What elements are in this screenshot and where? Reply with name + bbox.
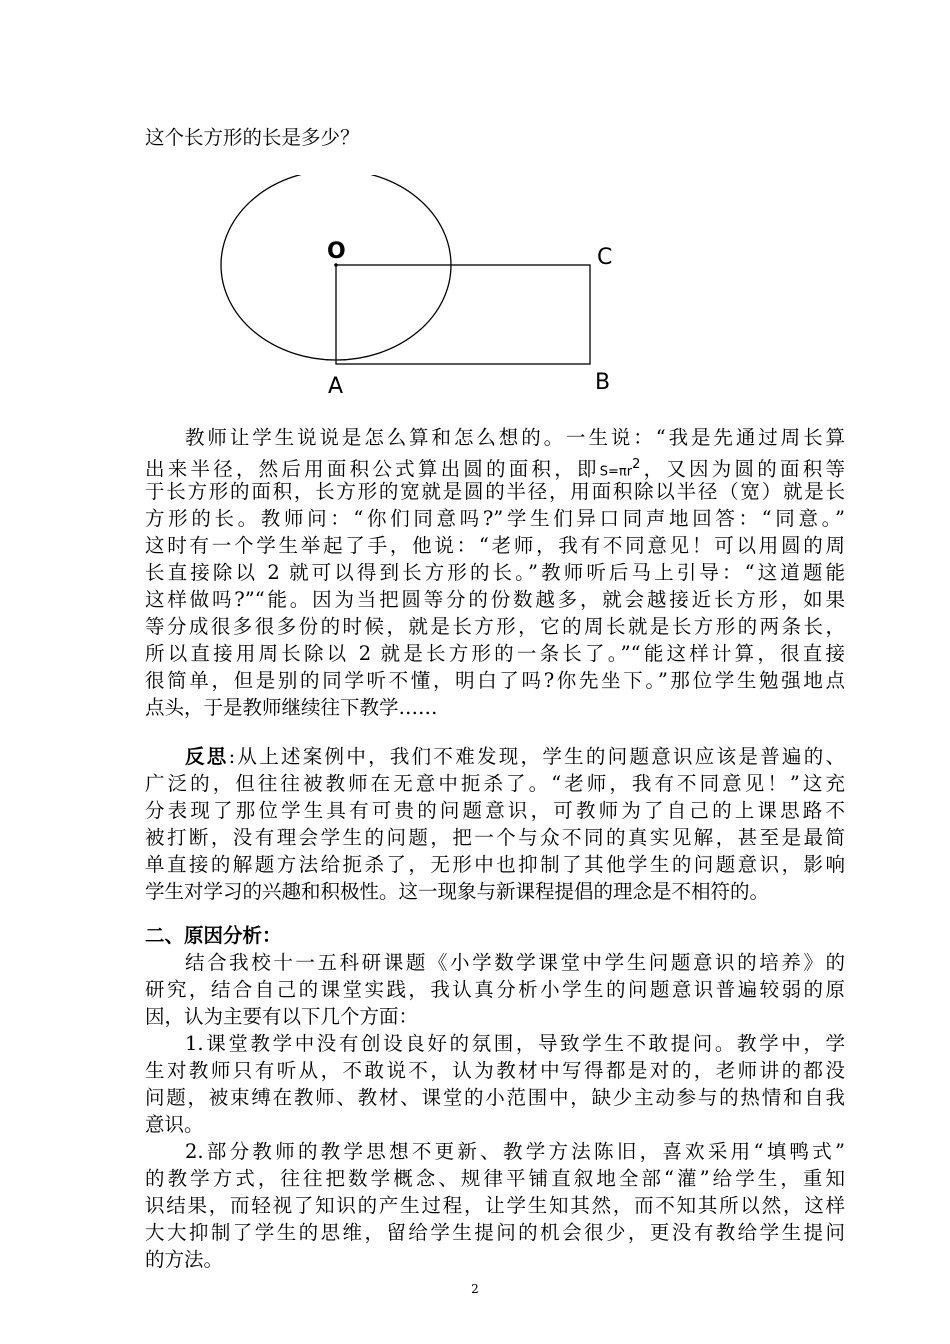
area-formula: S=πr	[599, 464, 633, 480]
reflection-line-5: 单直接的解题方法给扼杀了，无形中也抑制了其他学生的问题意识，影响	[145, 853, 845, 876]
intro-line-2: 研究，结合自己的课堂实践，我认真分析小学生的问题意识普遍较弱的原	[145, 978, 845, 1001]
rectangle-shape	[336, 265, 590, 364]
label-o: O	[327, 239, 346, 264]
intro-line-3: 因，认为主要有以下几个方面：	[145, 1005, 419, 1028]
circle-rectangle-figure	[200, 175, 660, 410]
case-line-4: 方形的长。教师问：“你们同意吗?”学生们异口同声地回答：“同意。”	[145, 507, 845, 530]
case-line-7: 这样做吗?”“能。因为当把圆等分的份数越多，就会越接近长方形，如果	[145, 588, 845, 611]
case-line-9: 所以直接用周长除以 2 就是长方形的一条长了。”“能这样计算，很直接	[145, 642, 845, 665]
item2-line-2: 的教学方式，往往把数学概念、规律平铺直叙地全部“灌”给学生，重知	[145, 1167, 845, 1190]
label-b: B	[595, 370, 611, 395]
label-c: C	[597, 245, 613, 270]
case-line-5: 这时有一个学生举起了手，他说：“老师，我有不同意见！可以用圆的周	[145, 534, 845, 557]
reflection-line-6: 学生对学习的兴趣和积极性。这一现象与新课程提倡的理念是不相符的。	[145, 880, 770, 903]
item1-line-2: 生对教师只有听从，不敢说不，认为教材中写得都是对的，老师讲的都没	[145, 1059, 845, 1082]
reflection-label: 反思	[185, 745, 229, 768]
intro-line-1: 结合我校十一五科研课题《小学数学课堂中学生问题意识的培养》的	[185, 951, 845, 974]
item1-line-1: 1.课堂教学中没有创设良好的氛围，导致学生不敢提问。教学中，学	[185, 1032, 845, 1055]
case-line-6: 长直接除以 2 就可以得到长方形的长。”教师听后马上引导：“这道题能	[145, 561, 845, 584]
case-line-1: 教师让学生说说是怎么算和怎么想的。一生说：“我是先通过周长算	[185, 426, 845, 449]
case-line-2: 出来半径，然后用面积公式算出圆的面积，即$S=\pi r^2$，又因为圆的面积等	[145, 457, 845, 481]
item1-line-3: 问题，被束缚在教师、教材、课堂的小范围中，缺少主动参与的热情和自我	[145, 1086, 845, 1109]
reflection-line-1: 反思:从上述案例中，我们不难发现，学生的问题意识应该是普遍的、	[185, 745, 845, 768]
item2-line-1: 2.部分教师的教学思想不更新、教学方法陈旧，喜欢采用“填鸭式”	[185, 1140, 845, 1163]
formula-exponent: 2	[632, 457, 641, 472]
case-line-8: 等分成很多很多份的时候，就是长方形，它的周长就是长方形的两条长，	[145, 615, 845, 638]
item1-line-4: 意识。	[145, 1113, 204, 1136]
label-a: A	[328, 374, 344, 399]
item2-line-3: 识结果，而轻视了知识的产生过程，让学生知其然，而不知其所以然，这样	[145, 1194, 845, 1217]
item2-line-5: 的方法。	[145, 1248, 224, 1271]
reflection-line-4: 被打断，没有理会学生的问题，把一个与众不同的真实见解，甚至是最简	[145, 826, 845, 849]
case-line-11: 点头，于是教师继续往下教学……	[145, 696, 438, 719]
case-line-3: 于长方形的面积，长方形的宽就是圆的半径，用面积除以半径（宽）就是长	[145, 480, 845, 503]
reflection-line-3: 分表现了那位学生具有可贵的问题意识，可教师为了自己的上课思路不	[145, 799, 845, 822]
page-number: 2	[471, 1282, 479, 1296]
case-line-10: 很简单，但是别的同学听不懂，明白了吗?你先坐下。”那位学生勉强地点	[145, 669, 845, 692]
section-heading: 二、原因分析：	[145, 924, 282, 947]
item2-line-4: 大大抑制了学生的思维，留给学生提问的机会很少，更没有教给学生提问	[145, 1221, 845, 1244]
question-text: 这个长方形的长是多少？	[145, 126, 360, 149]
reflection-line-2: 广泛的，但往往被教师在无意中扼杀了。“老师，我有不同意见！”这充	[145, 772, 845, 795]
